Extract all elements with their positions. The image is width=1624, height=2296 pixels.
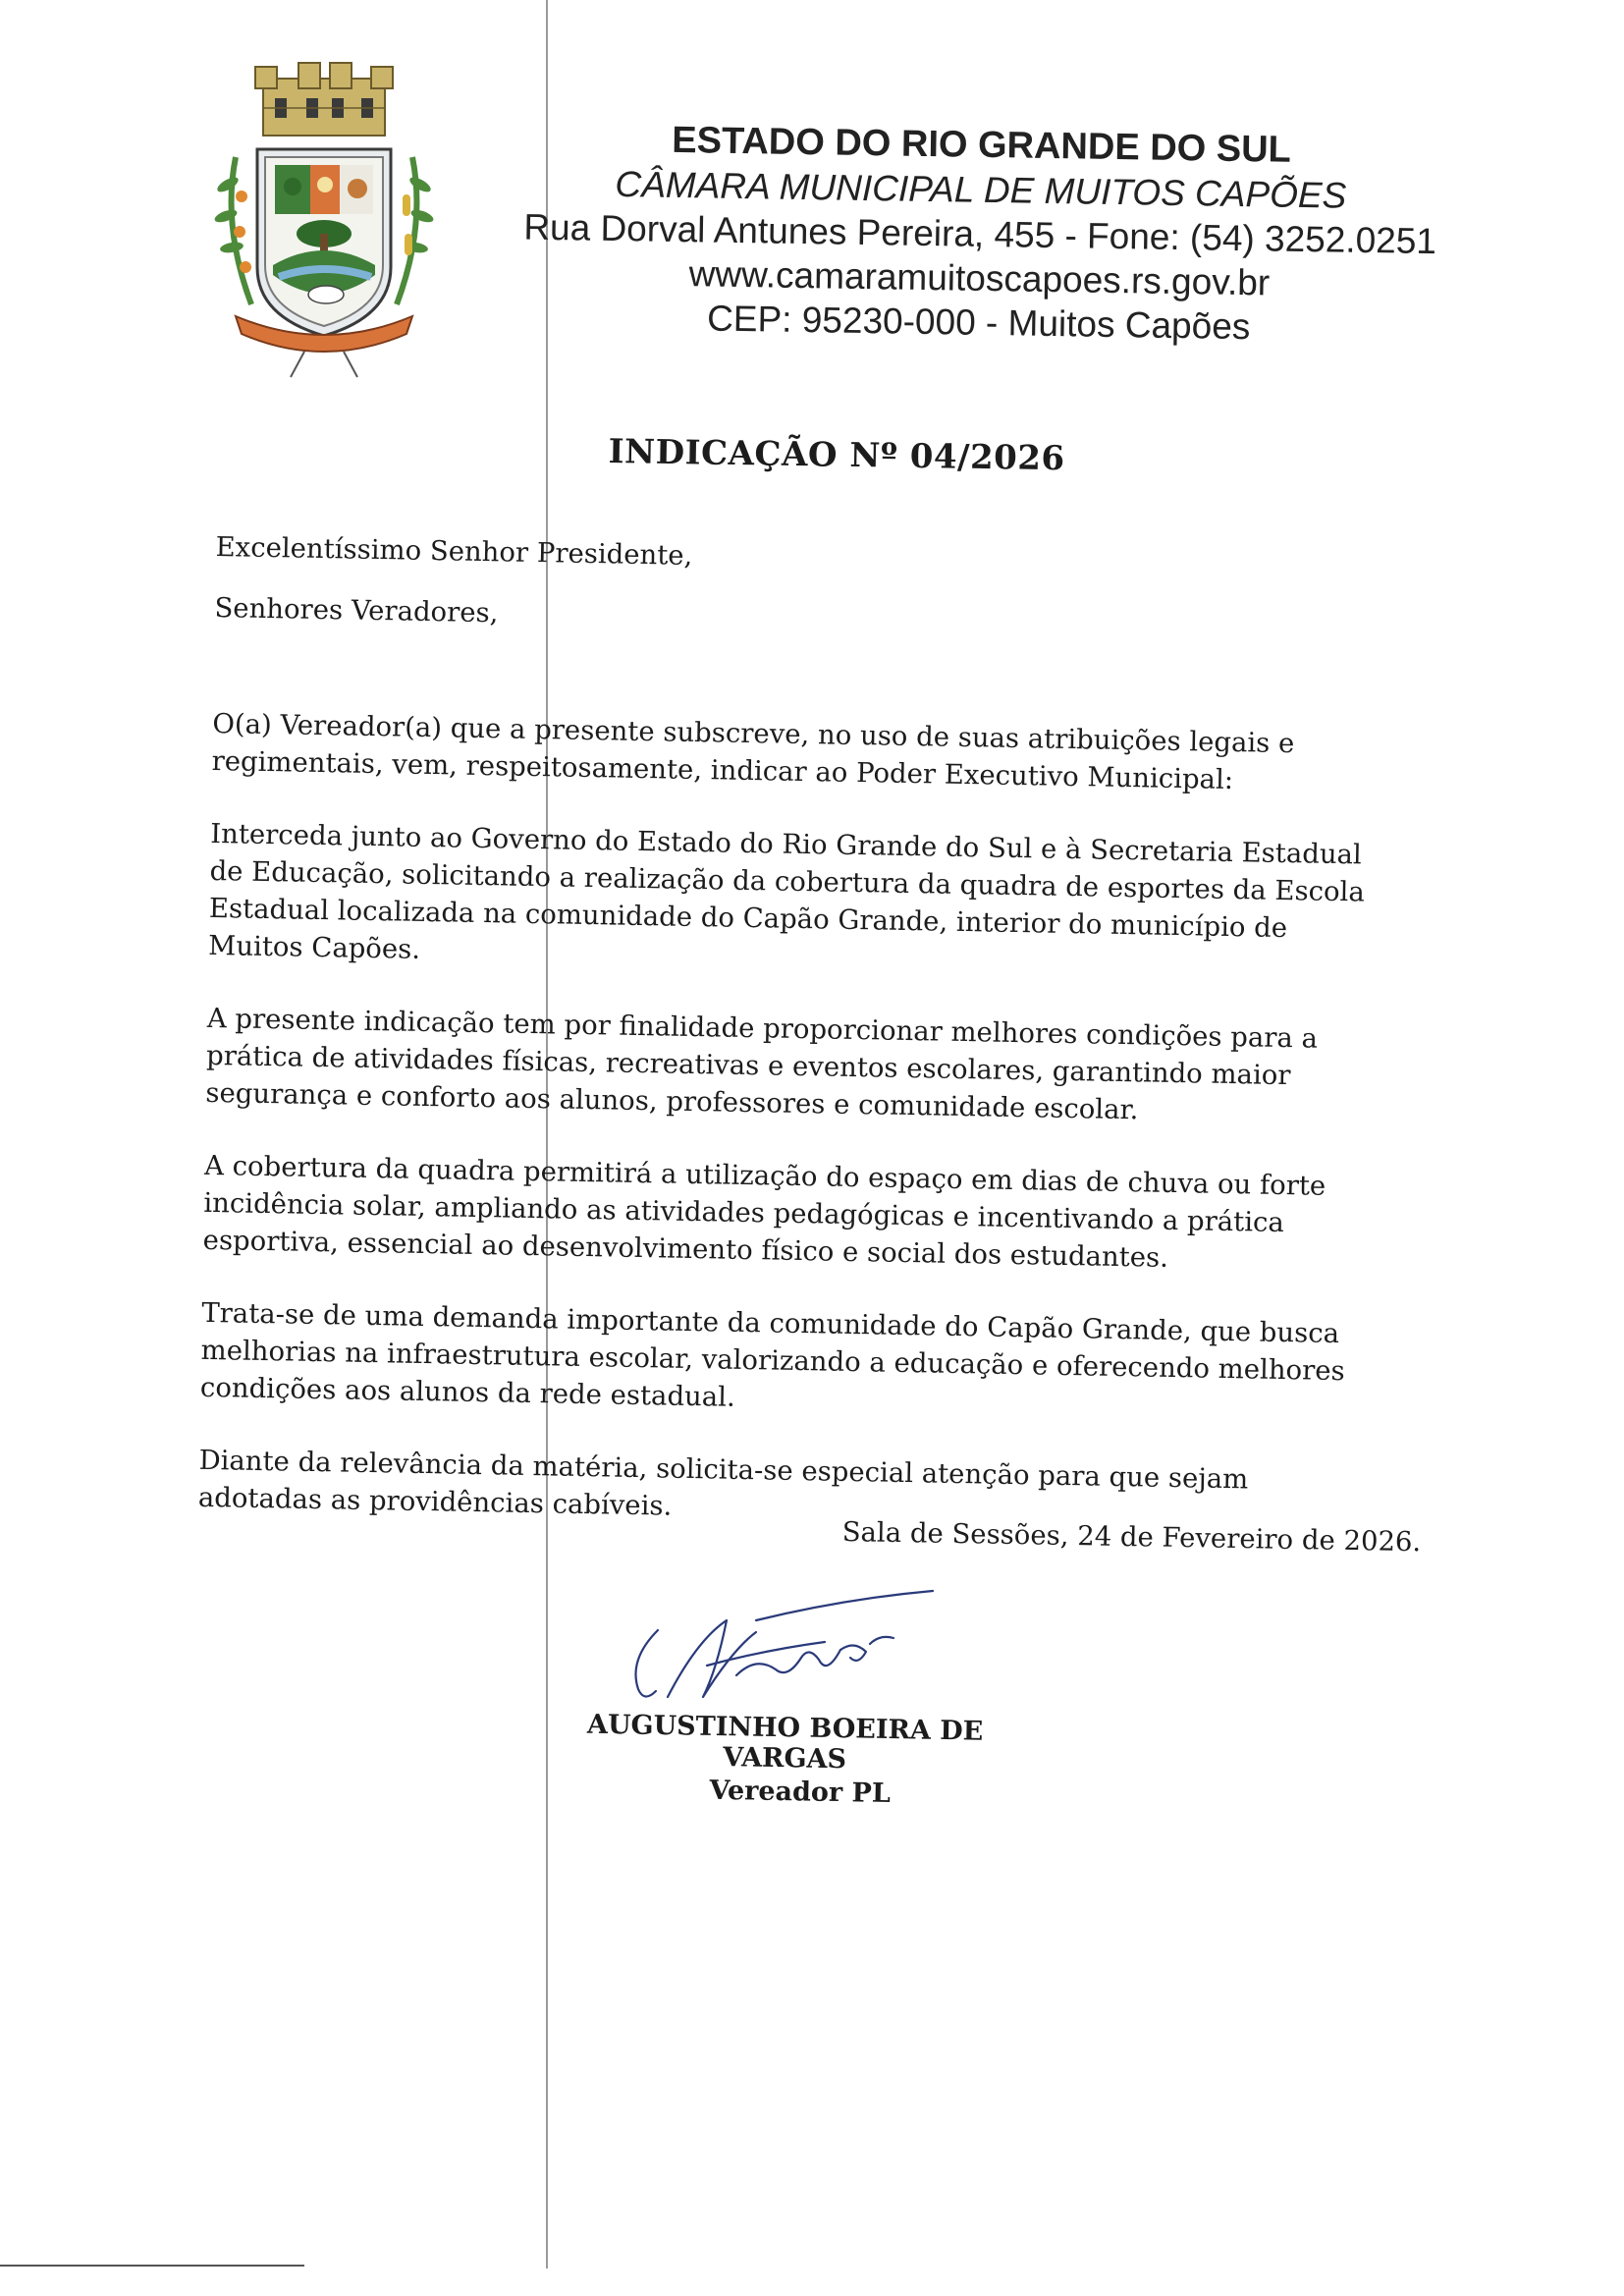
letterhead-cep: CEP: 95230-000 - Muitos Capões [706,298,1251,348]
letterhead-website: www.camaramuitoscapoes.rs.gov.br [688,253,1271,303]
scan-edge-rule [0,2265,304,2267]
document-title: INDICAÇÃO Nº 04/2026 [608,432,1065,479]
closing-date: Sala de Sessões, 24 de Fevereiro de 2026. [841,1516,1422,1558]
letterhead-chamber: CÂMARA MUNICIPAL DE MUITOS CAPÕES [615,163,1347,216]
municipal-coat-of-arms-icon [196,59,452,383]
salutation-councilors: Senhores Veradores, [214,591,499,629]
body-paragraph: A presente indicação tem por finalidade proporcionar melhores condições para a prática de atividades físicas, recreativas e eventos escolares, garantindo maior segurança e conforto aos alunos, professores e comunidade escolar. [205,1002,1319,1126]
body-paragraph: Interceda junto ao Governo do Estado do Rio Grande do Sul e à Secretaria Estadual de Educação, solicitando a realização da cobertura da quadra de esportes da Escola Estadual localizada na comunidade do Capão Grande, interior do município de Muitos Capões. [207,817,1366,965]
letterhead-state: ESTADO DO RIO GRANDE DO SUL [672,119,1292,171]
body-paragraph: Diante da relevância da matéria, solicita-se especial atenção para que sejam adotadas as providências cabíveis. [197,1444,1249,1522]
letterhead [487,116,1472,353]
body-paragraph: O(a) Vereador(a) que a presente subscreve, no uso de suas atribuições legais e regimentais, vem, respeitosamente, indicar ao Poder Executivo Municipal: [211,707,1295,796]
signature-icon [609,1581,962,1719]
body-paragraph: A cobertura da quadra permitirá a utilização do espaço em dias de chuva ou forte incidência solar, ampliando as atividades pedagógicas e incentivando a prática esportiva, essencial ao desenvolvimento físico e social dos estudantes. [202,1149,1326,1274]
salutation-president: Excelentíssimo Senhor Presidente, [215,530,693,572]
letterhead-address: Rua Dorval Antunes Pereira, 455 - Fone: (54) 3252.0251 [523,206,1437,262]
signer-role: Vereador PL [709,1775,892,1810]
signer-name: AUGUSTINHO BOEIRA DE VARGAS [586,1709,984,1776]
body-paragraph: Trata-se de uma demanda importante da comunidade do Capão Grande, que busca melhorias na infraestrutura escolar, valorizando a educação e oferecendo melhores condições aos alunos da rede estadual. [199,1296,1345,1413]
document-body [197,528,1375,1572]
